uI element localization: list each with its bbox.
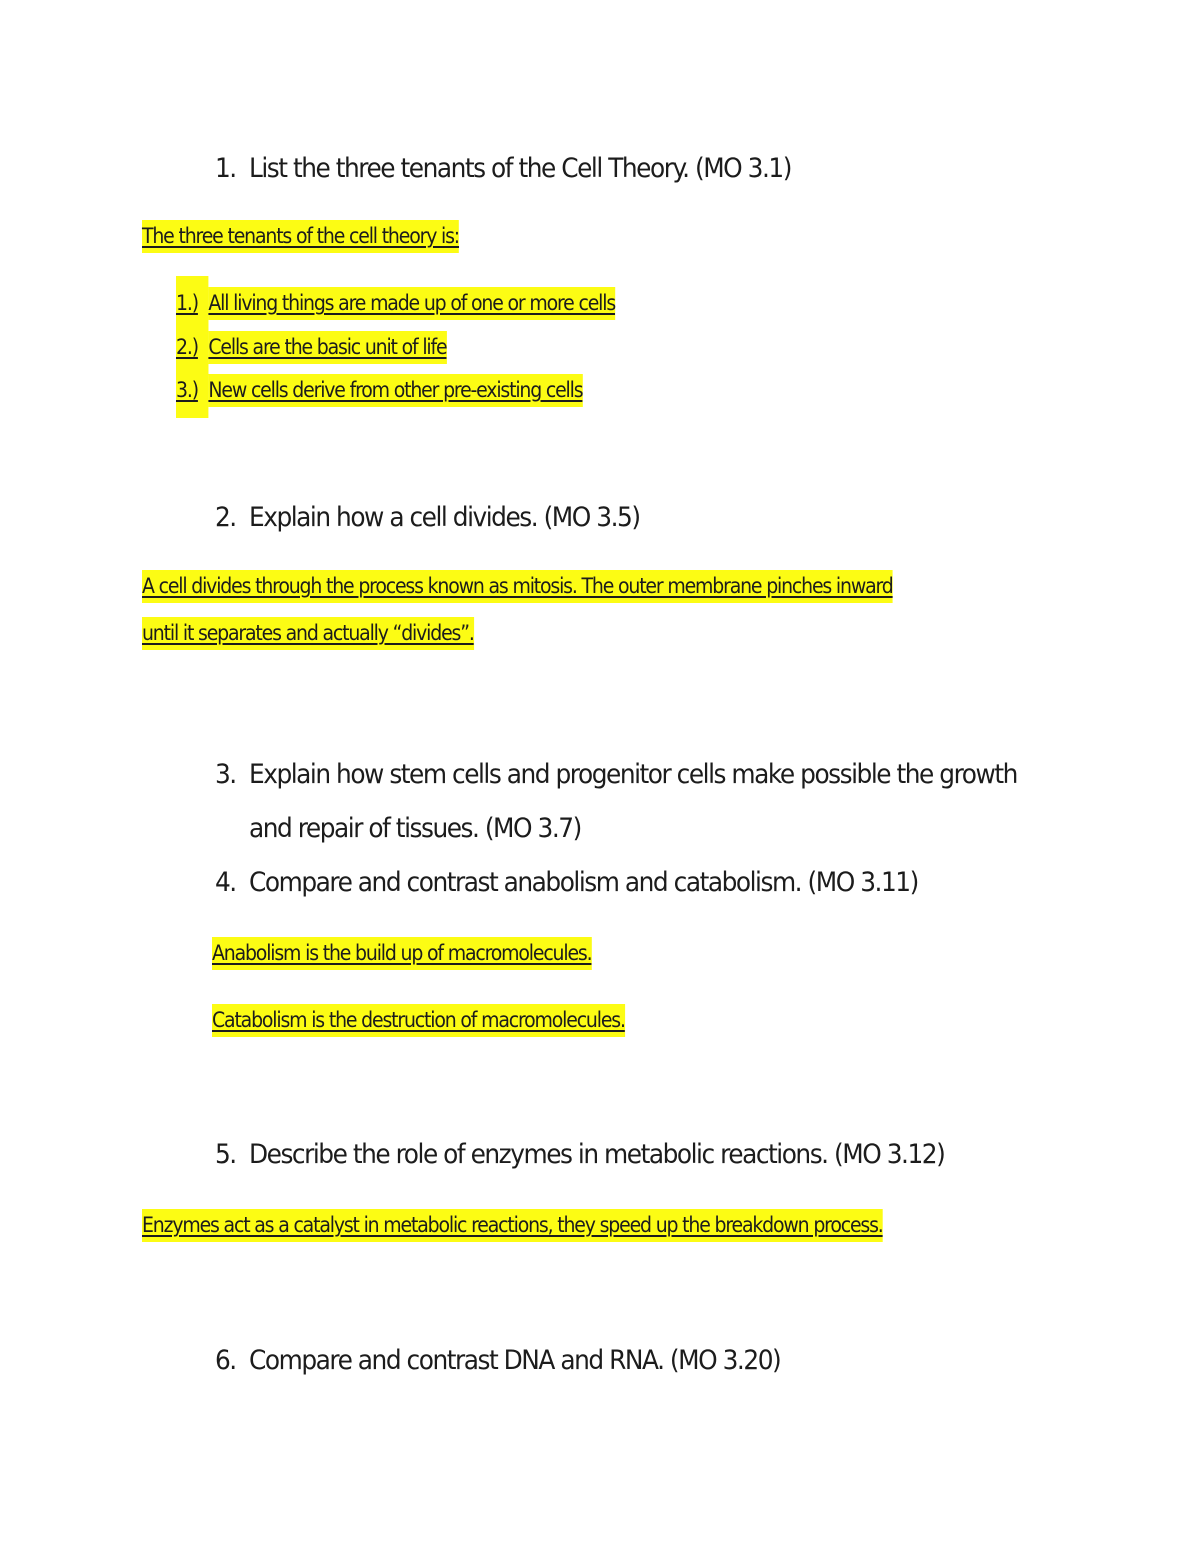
question-2 — [214, 491, 640, 545]
question-4 — [214, 856, 918, 910]
item-text: All living things are made up of one or more cells — [208, 287, 615, 320]
question-text-line-1: Explain how stem cells and progenitor cells make possible the growth — [249, 759, 1017, 790]
question-5 — [214, 1128, 945, 1182]
highlighted-text: The three tenants of the cell theory is: — [142, 220, 459, 253]
item-text: New cells derive from other pre-existing cells — [208, 374, 582, 407]
question-1 — [214, 142, 791, 196]
item-label: 3.) — [176, 363, 208, 418]
highlighted-text: Catabolism is the destruction of macromolecules. — [212, 1004, 625, 1037]
highlighted-text: Anabolism is the build up of macromolecules. — [212, 937, 591, 970]
highlighted-text: A cell divides through the process known as mitosis. The outer membrane pinches inward — [142, 570, 893, 603]
item-label: 2.) — [176, 320, 208, 375]
question-text: Compare and contrast anabolism and catabolism. (MO 3.11) — [249, 867, 918, 898]
highlighted-text: Enzymes act as a catalyst in metabolic reactions, they speed up the breakdown process. — [142, 1209, 883, 1242]
answer-5 — [142, 1202, 883, 1248]
answer-1-item-3 — [176, 363, 582, 418]
question-number: 4. — [214, 867, 236, 898]
answer-2-line-2 — [142, 610, 474, 656]
answer-1-intro — [142, 213, 459, 259]
answer-4-line-1 — [212, 930, 591, 976]
question-text: List the three tenants of the Cell Theory. (MO 3.1) — [249, 153, 791, 184]
question-3-continued — [249, 802, 581, 856]
question-number: 1. — [214, 153, 236, 184]
question-6 — [214, 1334, 781, 1388]
question-text: Explain how a cell divides. (MO 3.5) — [249, 502, 640, 533]
answer-4-line-2 — [212, 997, 625, 1043]
question-text: Describe the role of enzymes in metabolic reactions. (MO 3.12) — [249, 1139, 945, 1170]
question-number: 6. — [214, 1345, 236, 1376]
question-number: 3. — [214, 759, 236, 790]
question-text-line-2: and repair of tissues. (MO 3.7) — [249, 813, 581, 844]
highlighted-text: until it separates and actually “divides”. — [142, 617, 474, 650]
question-number: 2. — [214, 502, 236, 533]
question-3 — [214, 748, 1017, 802]
question-text: Compare and contrast DNA and RNA. (MO 3.20) — [249, 1345, 781, 1376]
answer-2-line-1 — [142, 563, 893, 609]
item-label: 1.) — [176, 276, 208, 331]
question-number: 5. — [214, 1139, 236, 1170]
item-text: Cells are the basic unit of life — [208, 331, 446, 364]
